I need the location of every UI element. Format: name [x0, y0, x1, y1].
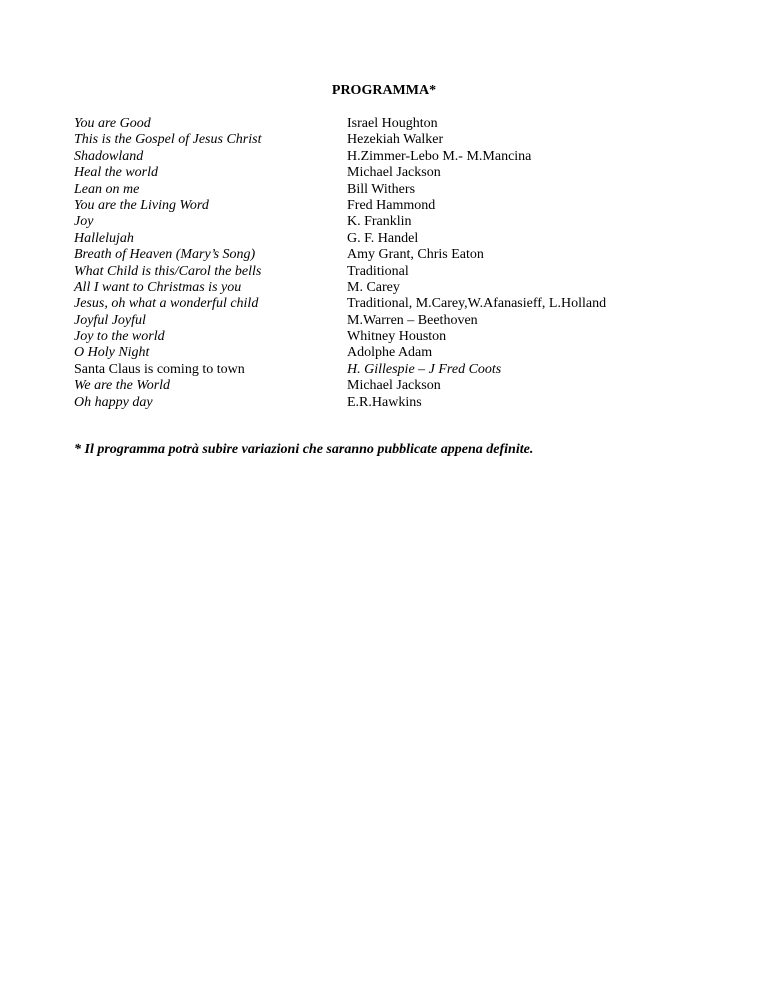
- program-row: [74, 264, 694, 280]
- song-title: Joyful Joyful: [74, 312, 146, 328]
- song-title: What Child is this/Carol the bells: [74, 263, 262, 279]
- song-author: H. Gillespie – J Fred Coots: [347, 361, 502, 377]
- program-row: [74, 231, 694, 247]
- song-author: Traditional, M.Carey,W.Afanasieff, L.Holland: [347, 296, 607, 312]
- program-row: [74, 395, 694, 411]
- program-row: [74, 296, 694, 312]
- program-row: [74, 313, 694, 329]
- song-author: H.Zimmer-Lebo M.- M.Mancina: [347, 148, 532, 164]
- program-row: [74, 214, 694, 230]
- footnote: * Il programma potrà subire variazioni che saranno pubblicate appena definite.: [74, 442, 534, 457]
- song-author: Israel Houghton: [347, 116, 438, 131]
- song-author: Whitney Houston: [347, 329, 447, 345]
- song-author: Bill Withers: [347, 181, 416, 197]
- song-title: Jesus, oh what a wonderful child: [74, 296, 259, 312]
- song-author: Michael Jackson: [347, 378, 441, 394]
- program-row: [74, 149, 694, 165]
- song-title: You are the Living Word: [74, 197, 209, 213]
- song-author: Amy Grant, Chris Eaton: [347, 247, 484, 263]
- program-row: [74, 182, 694, 198]
- program-row: [74, 198, 694, 214]
- song-title: Oh happy day: [74, 394, 153, 410]
- program-row: [74, 378, 694, 394]
- song-title: You are Good: [74, 116, 151, 131]
- song-author: K. Franklin: [347, 214, 412, 230]
- song-title: All I want to Christmas is you: [74, 279, 242, 295]
- song-title: Santa Claus is coming to town: [74, 361, 245, 377]
- song-title: Joy to the world: [74, 329, 165, 345]
- program-row: [74, 247, 694, 263]
- song-title: This is the Gospel of Jesus Christ: [74, 132, 262, 148]
- song-title: Joy: [74, 214, 94, 230]
- song-author: Hezekiah Walker: [347, 132, 444, 148]
- song-title: Heal the world: [74, 165, 158, 181]
- song-author: M.Warren – Beethoven: [347, 312, 478, 328]
- program-list: [74, 116, 694, 411]
- song-title: Hallelujah: [74, 230, 134, 246]
- program-row: [74, 165, 694, 181]
- song-title: Breath of Heaven (Mary’s Song): [74, 247, 256, 263]
- program-row: [74, 132, 694, 148]
- song-author: G. F. Handel: [347, 230, 419, 246]
- song-author: M. Carey: [347, 279, 400, 295]
- program-row: [74, 362, 694, 378]
- song-title: Lean on me: [74, 181, 140, 197]
- song-author: Traditional: [347, 263, 409, 279]
- song-title: O Holy Night: [74, 345, 150, 361]
- program-row: [74, 345, 694, 361]
- song-title: Shadowland: [74, 148, 144, 164]
- page-title: PROGRAMMA*: [331, 83, 437, 98]
- song-author: Michael Jackson: [347, 165, 441, 181]
- song-author: Fred Hammond: [347, 197, 436, 213]
- program-row: [74, 116, 694, 132]
- program-row: [74, 329, 694, 345]
- song-author: Adolphe Adam: [347, 345, 433, 361]
- song-title: We are the World: [74, 378, 171, 394]
- program-row: [74, 280, 694, 296]
- song-author: E.R.Hawkins: [347, 394, 422, 410]
